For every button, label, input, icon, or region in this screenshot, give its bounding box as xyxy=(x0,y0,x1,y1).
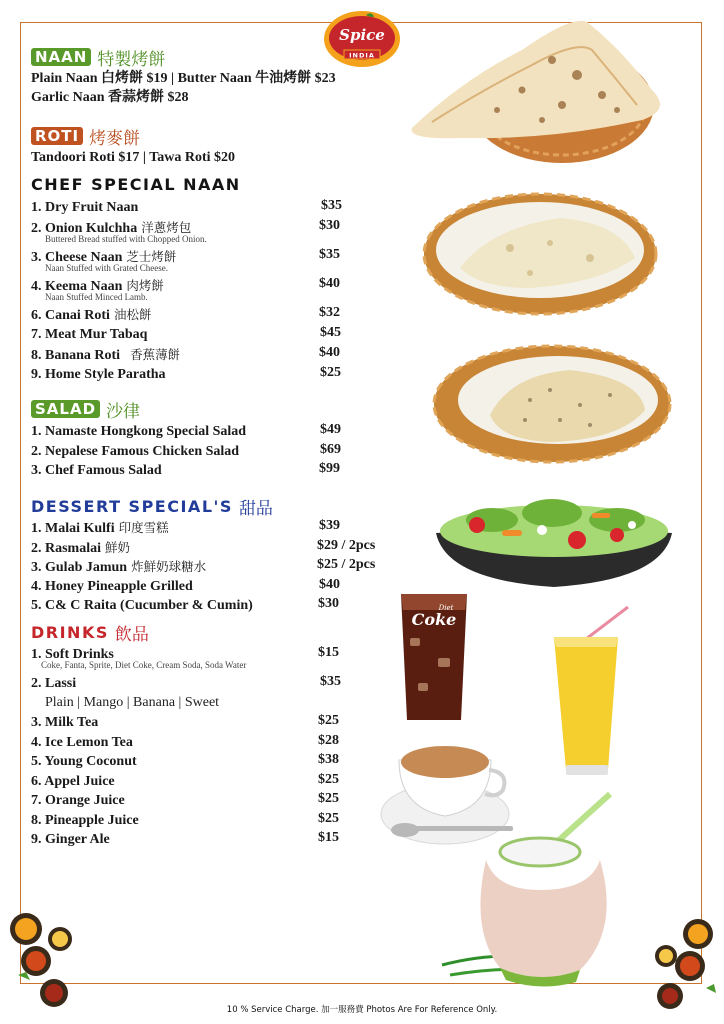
menu-item: 5. Young Coconut $38 xyxy=(31,752,339,769)
menu-item: 2. Lassi $35 xyxy=(31,674,341,691)
spice-bowls-left-image xyxy=(6,905,86,1010)
footer-note: 10 % Service Charge. 加一服務費 Photos Are For Reference Only. xyxy=(226,1005,498,1015)
roti-chinese-title: 烤麥餅 xyxy=(89,128,141,149)
menu-item: 2. Rasmalai 鮮奶 $29 / 2pcs xyxy=(31,537,376,556)
menu-item: 1. Soft Drinks $15 Coke, Fanta, Sprite, Diet Coke, Cream Soda, Soda Water xyxy=(31,645,339,670)
drinks-section xyxy=(31,620,149,644)
salad-chinese-title: 沙律 xyxy=(106,401,141,422)
roti-section xyxy=(31,124,235,167)
salad-bowl-image xyxy=(432,485,676,595)
menu-item: 9. Ginger Ale $15 xyxy=(31,830,339,847)
menu-item: 7. Meat Mur Tabaq $45 xyxy=(31,325,341,342)
chef-special-title: CHEF SPECIAL NAAN xyxy=(31,175,241,194)
menu-item: 1. Dry Fruit Naan $35 xyxy=(31,198,342,215)
naan-chinese-title: 特製烤餅 xyxy=(97,49,166,70)
drinks-title: DRINKS xyxy=(31,622,109,642)
menu-item: 3. Chef Famous Salad $99 xyxy=(31,461,340,478)
naan-basket-image xyxy=(402,10,677,170)
menu-item: 1. Malai Kulfi 印度雪糕 $39 xyxy=(31,518,340,536)
menu-item: 6. Canai Roti 油松餅 $32 xyxy=(31,305,340,323)
naan-line-1: Plain Naan 白烤餅 $19 | Butter Naan 牛油烤餅 $23 xyxy=(31,71,336,86)
salad-badge: SALAD xyxy=(31,400,100,418)
menu-item: 5. C& C Raita (Cucumber & Cumin) $30 xyxy=(31,596,339,614)
dessert-title: DESSERT SPECIAL'S xyxy=(31,496,233,516)
dessert-section xyxy=(31,494,273,518)
salad-list xyxy=(31,422,351,481)
menu-item: 2. Nepalese Famous Chicken Salad $69 xyxy=(31,441,341,459)
menu-item: 3. Milk Tea $25 xyxy=(31,713,339,730)
menu-item: 4. Keema Naan 肉烤餅 $40 Naan Stuffed Minced Lamb. xyxy=(31,276,340,302)
menu-item: 7. Orange Juice $25 xyxy=(31,791,339,808)
chef-special-list xyxy=(31,198,351,385)
svg-text:Diet: Diet xyxy=(438,604,454,612)
spice-bowls-right-image xyxy=(646,912,720,1012)
menu-item: 3. Gulab Jamun 炸鮮奶球糖水 $25 / 2pcs xyxy=(31,557,376,576)
drinks-list xyxy=(31,645,351,850)
coconut-image xyxy=(440,790,650,990)
menu-item: 6. Appel Juice $25 xyxy=(31,771,339,789)
mango-lassi-image xyxy=(548,605,632,780)
menu-item: 4. Ice Lemon Tea $28 xyxy=(31,732,339,750)
naan-section xyxy=(31,45,336,107)
menu-item: 8. Banana Roti 香蕉薄餅 $40 xyxy=(31,345,340,363)
chef-special-section xyxy=(31,174,241,198)
menu-item: 3. Cheese Naan 芝士烤餅 $35 Naan Stuffed with Grated Cheese. xyxy=(31,247,340,273)
naan-line-2: Garlic Naan 香蒜烤餅 $28 xyxy=(31,90,189,105)
dessert-list xyxy=(31,518,376,616)
menu-item: 8. Pineapple Juice $25 xyxy=(31,810,339,828)
svg-text:Spice: Spice xyxy=(339,26,385,44)
lassi-options: Plain | Mango | Banana | Sweet xyxy=(45,695,220,710)
paratha-basket-image xyxy=(430,340,676,464)
roti-badge: ROTI xyxy=(31,127,83,145)
menu-item: 1. Namaste Hongkong Special Salad $49 xyxy=(31,422,341,439)
cheese-naan-basket-image xyxy=(420,188,660,316)
dessert-chinese-title: 甜品 xyxy=(238,498,273,519)
coke-glass-image xyxy=(398,588,470,726)
svg-text:Coke: Coke xyxy=(411,610,457,629)
menu-item: 9. Home Style Paratha $25 xyxy=(31,365,341,382)
drinks-chinese-title: 飲品 xyxy=(114,624,149,645)
svg-text:INDIA: INDIA xyxy=(349,51,375,60)
naan-badge: NAAN xyxy=(31,48,91,66)
menu-item: 2. Onion Kulchha 洋蔥烤包 $30 Buttered Bread stuffed with Chopped Onion. xyxy=(31,218,340,244)
roti-line-1: Tandoori Roti $17 | Tawa Roti $20 xyxy=(31,150,236,165)
salad-section xyxy=(31,397,140,421)
menu-item: 4. Honey Pineapple Grilled $40 xyxy=(31,576,340,594)
